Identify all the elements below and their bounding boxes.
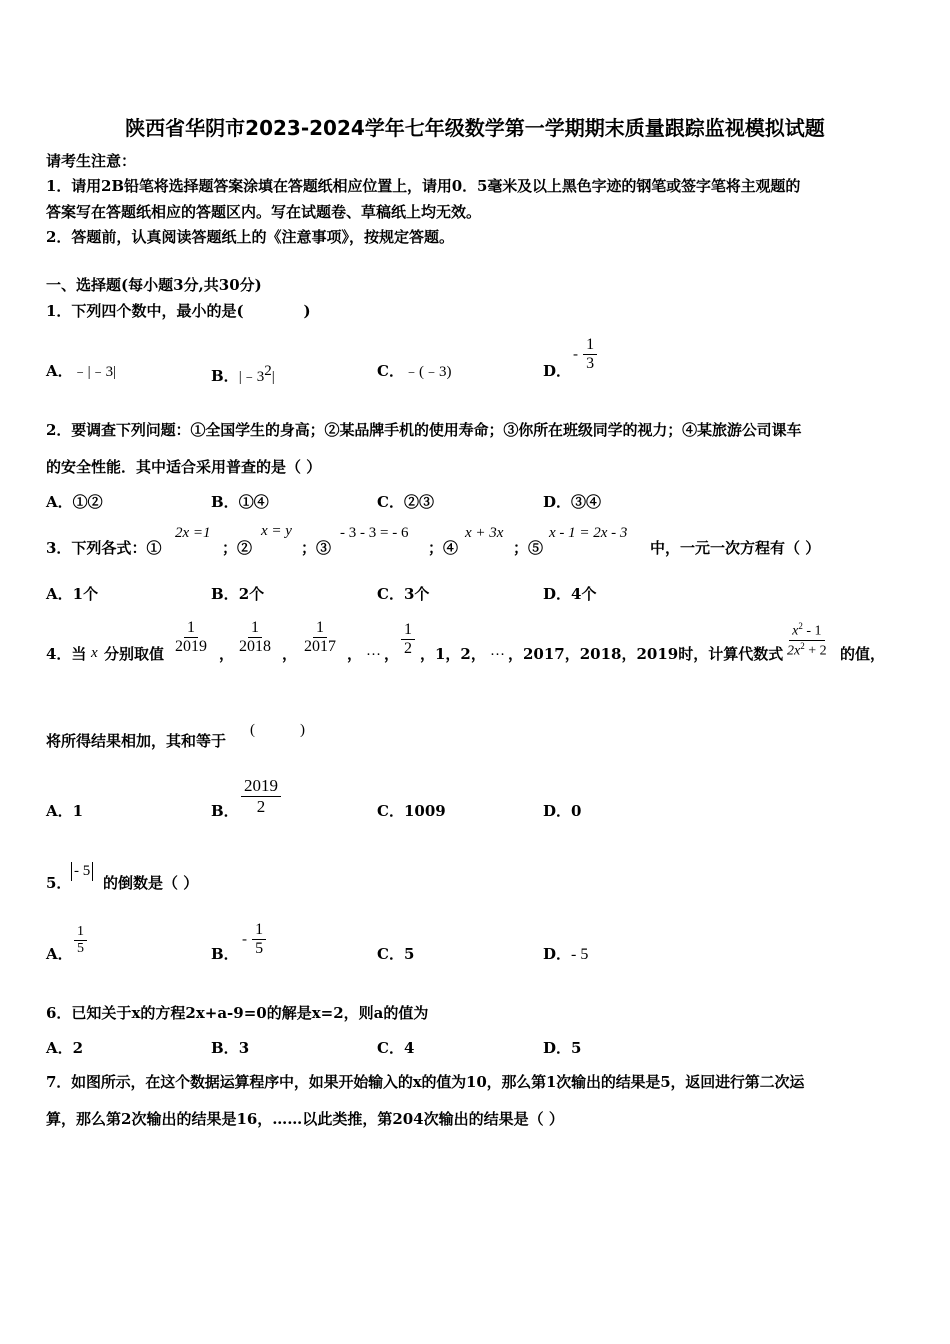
option-text: 1009 (403, 802, 446, 820)
fraction-numerator: 1 (248, 619, 262, 638)
expression-denominator-pre: 2x (787, 643, 801, 659)
question-6-option-c[interactable] (377, 1039, 414, 1057)
option-label: B． (211, 585, 239, 603)
option-text: ①④ (238, 493, 269, 511)
option-text: ②③ (403, 493, 434, 511)
expression-denominator-rest: + 2 (804, 643, 827, 659)
option-text: 2个 (238, 585, 265, 603)
option-label: C． (377, 493, 404, 511)
question-5-option-b-label[interactable]: B． (211, 945, 239, 963)
option-label: C． (377, 585, 404, 603)
question-5-stem: 的倒数是（ ） (103, 874, 199, 892)
option-text: 1 (72, 802, 84, 820)
section-heading: 一、选择题(每小题3分,共30分) (46, 276, 262, 294)
option-label: D． (543, 1039, 572, 1057)
option-text: ③④ (571, 493, 602, 511)
option-label: D． (543, 493, 572, 511)
option-label: A． (46, 585, 73, 603)
question-5-option-b-fraction (242, 921, 266, 959)
option-label: A． (46, 1039, 73, 1057)
question-2-option-d[interactable] (543, 493, 601, 511)
expression-denominator-exponent: 2 (800, 640, 805, 651)
question-4-mid: 分别取值 (104, 645, 165, 663)
question-1-option-d-label[interactable]: D． (543, 362, 572, 380)
fraction-numerator: 1 (583, 336, 597, 355)
question-5-option-d[interactable] (543, 945, 588, 964)
question-5-option-c[interactable] (377, 945, 414, 963)
option-label: D． (543, 945, 572, 963)
fraction-denominator: 3 (586, 355, 595, 373)
question-2-line-2: 的安全性能．其中适合采用普查的是（ ） (46, 458, 322, 476)
fraction-denominator: 5 (77, 941, 84, 957)
option-text: ①② (72, 493, 103, 511)
question-4-ellipsis-1: … (366, 643, 381, 659)
question-5-option-a-fraction (74, 924, 87, 957)
question-3-formula-1: 2x =1 (175, 525, 211, 541)
option-text: 1个 (72, 585, 99, 603)
fraction-numerator: 1 (74, 924, 87, 941)
question-4-option-b-fraction (241, 776, 281, 816)
option-text: 2 (72, 1039, 84, 1057)
option-label: B． (211, 1039, 239, 1057)
question-6-option-b[interactable] (211, 1039, 249, 1057)
question-2-option-c[interactable] (377, 493, 434, 511)
option-text: ﹣|﹣3| (72, 364, 117, 380)
question-4-end: 的值， (840, 645, 886, 663)
option-label: B． (211, 367, 239, 385)
fraction-denominator: 2019 (175, 638, 207, 656)
question-4-option-c[interactable] (377, 802, 446, 820)
question-5-absolute-value: - 5 (71, 862, 93, 881)
question-6-option-d[interactable] (543, 1039, 581, 1057)
question-7-line-2: 算，那么第2次输出的结果是16，……以此类推，第204次输出的结果是（ ） (46, 1110, 564, 1128)
fraction-sign: - (573, 346, 578, 363)
option-text: 3个 (403, 585, 430, 603)
question-4-fraction-4 (401, 621, 415, 659)
option-text: 5 (571, 1039, 582, 1057)
option-exponent: 2 (264, 363, 272, 379)
option-label: A． (46, 802, 73, 820)
fraction-numerator: 1 (313, 619, 327, 638)
option-label: D． (543, 585, 572, 603)
comma: ， (384, 645, 400, 663)
fraction-denominator: 2018 (239, 638, 271, 656)
notice-item-1-line-1: 1．请用2B铅笔将选择题答案涂填在答题纸相应位置上，请用0．5毫米及以上黑色字迹的钢笔或签字笔将主观题的 (46, 177, 801, 195)
question-4-option-a[interactable] (46, 802, 83, 820)
question-4-fraction-2 (236, 619, 274, 657)
option-text: 4个 (571, 585, 597, 603)
question-4-variable: x (91, 645, 98, 661)
option-text: 0 (571, 802, 582, 820)
question-1-stem: 1．下列四个数中，最小的是( ) (46, 302, 311, 320)
question-3-formula-2: x = y (261, 523, 292, 539)
fraction-numerator: 2019 (241, 776, 281, 797)
question-4-fraction-1 (172, 619, 210, 657)
question-3-option-d[interactable] (543, 585, 596, 603)
fraction-denominator: 2 (404, 640, 412, 658)
option-text: ﹣(﹣3) (403, 364, 452, 380)
question-4-prefix: 4．当 (46, 645, 87, 663)
answer-blank: ( ) (250, 722, 305, 738)
question-6-option-a[interactable] (46, 1039, 83, 1057)
page-title: 陕西省华阴市2023-2024学年七年级数学第一学期期末质量跟踪监视模拟试题 (125, 116, 825, 140)
comma: ， (219, 645, 235, 663)
fraction-numerator: 1 (252, 921, 266, 940)
question-3-separator-3: ；③ (301, 539, 332, 557)
fraction-denominator: 5 (255, 940, 264, 958)
question-3-option-b[interactable] (211, 585, 264, 603)
notice-item-2: 2．答题前，认真阅读答题纸上的《注意事项》，按规定答题。 (46, 228, 454, 246)
question-3-separator-4: ；④ (428, 539, 459, 557)
question-5-number: 5． (46, 874, 72, 892)
expression-numerator-rest: - 1 (802, 623, 822, 639)
question-4-years: ，2017，2018，2019时，计算代数式 (508, 645, 784, 663)
question-3-separator-5: ；⑤ (513, 539, 544, 557)
fraction-denominator: 2017 (304, 638, 336, 656)
question-4-ellipsis-2: … (490, 643, 505, 659)
question-3-option-a[interactable] (46, 585, 98, 603)
question-3-separator-2: ；② (222, 539, 253, 557)
comma: ， (347, 645, 363, 663)
question-5-option-a-label[interactable]: A． (46, 945, 73, 963)
question-3-formula-3: - 3 - 3 = - 6 (340, 525, 409, 541)
question-7-line-1: 7．如图所示，在这个数据运算程序中，如果开始输入的x的值为10，那么第1次输出的结果是5，返回进行第二次运 (46, 1073, 805, 1091)
question-1-option-b[interactable] (211, 362, 275, 386)
question-1-option-d-fraction (573, 336, 597, 374)
question-3-prefix: 3．下列各式：① (46, 539, 162, 557)
question-3-formula-4: x + 3x (465, 525, 504, 541)
notice-heading: 请考生注意： (46, 152, 137, 170)
option-text: |﹣3 (238, 369, 265, 385)
option-text: - 5 (571, 946, 589, 963)
question-1-option-a[interactable] (46, 362, 116, 381)
question-4-list: ，1，2， (420, 645, 486, 663)
question-6-stem: 6．已知关于x的方程2x+a-9=0的解是x=2，则a的值为 (46, 1004, 429, 1022)
option-label: C． (377, 1039, 404, 1057)
option-label: A． (46, 493, 73, 511)
fraction-denominator: 2 (256, 796, 266, 816)
fraction-sign: - (242, 931, 247, 948)
option-label: B． (211, 493, 239, 511)
question-1-option-c[interactable] (377, 362, 451, 381)
question-2-option-a[interactable] (46, 493, 103, 511)
comma: ， (282, 645, 298, 663)
question-4-line-2: 将所得结果相加，其和等于 (46, 732, 227, 750)
question-3-option-c[interactable] (377, 585, 429, 603)
question-4-expression (784, 621, 830, 660)
option-text-end: | (271, 369, 275, 385)
option-text: 3 (238, 1039, 250, 1057)
fraction-numerator: 1 (401, 621, 415, 640)
question-2-option-b[interactable] (211, 493, 269, 511)
question-3-formula-5: x - 1 = 2x - 3 (549, 525, 628, 541)
expression-numerator-exponent: 2 (798, 621, 803, 631)
option-text: 4 (403, 1039, 415, 1057)
option-label: D． (543, 802, 572, 820)
expression-numerator-base: x (792, 623, 799, 639)
option-label: C． (377, 802, 404, 820)
question-3-suffix: 中，一元一次方程有（ ） (650, 539, 821, 557)
question-4-fraction-3 (301, 619, 339, 657)
question-4-option-b-label[interactable]: B． (211, 802, 239, 820)
option-label: A． (46, 362, 73, 380)
question-4-option-d[interactable] (543, 802, 581, 820)
question-2-line-1: 2．要调查下列问题：①全国学生的身高；②某品牌手机的使用寿命；③你所在班级同学的视力；④某旅游公司课车 (46, 421, 802, 439)
option-label: C． (377, 362, 404, 380)
option-text: 5 (403, 945, 415, 963)
option-label: C． (377, 945, 404, 963)
fraction-numerator: 1 (184, 619, 198, 638)
notice-item-1-line-2: 答案写在答题纸相应的答题区内。写在试题卷、草稿纸上均无效。 (46, 203, 482, 221)
